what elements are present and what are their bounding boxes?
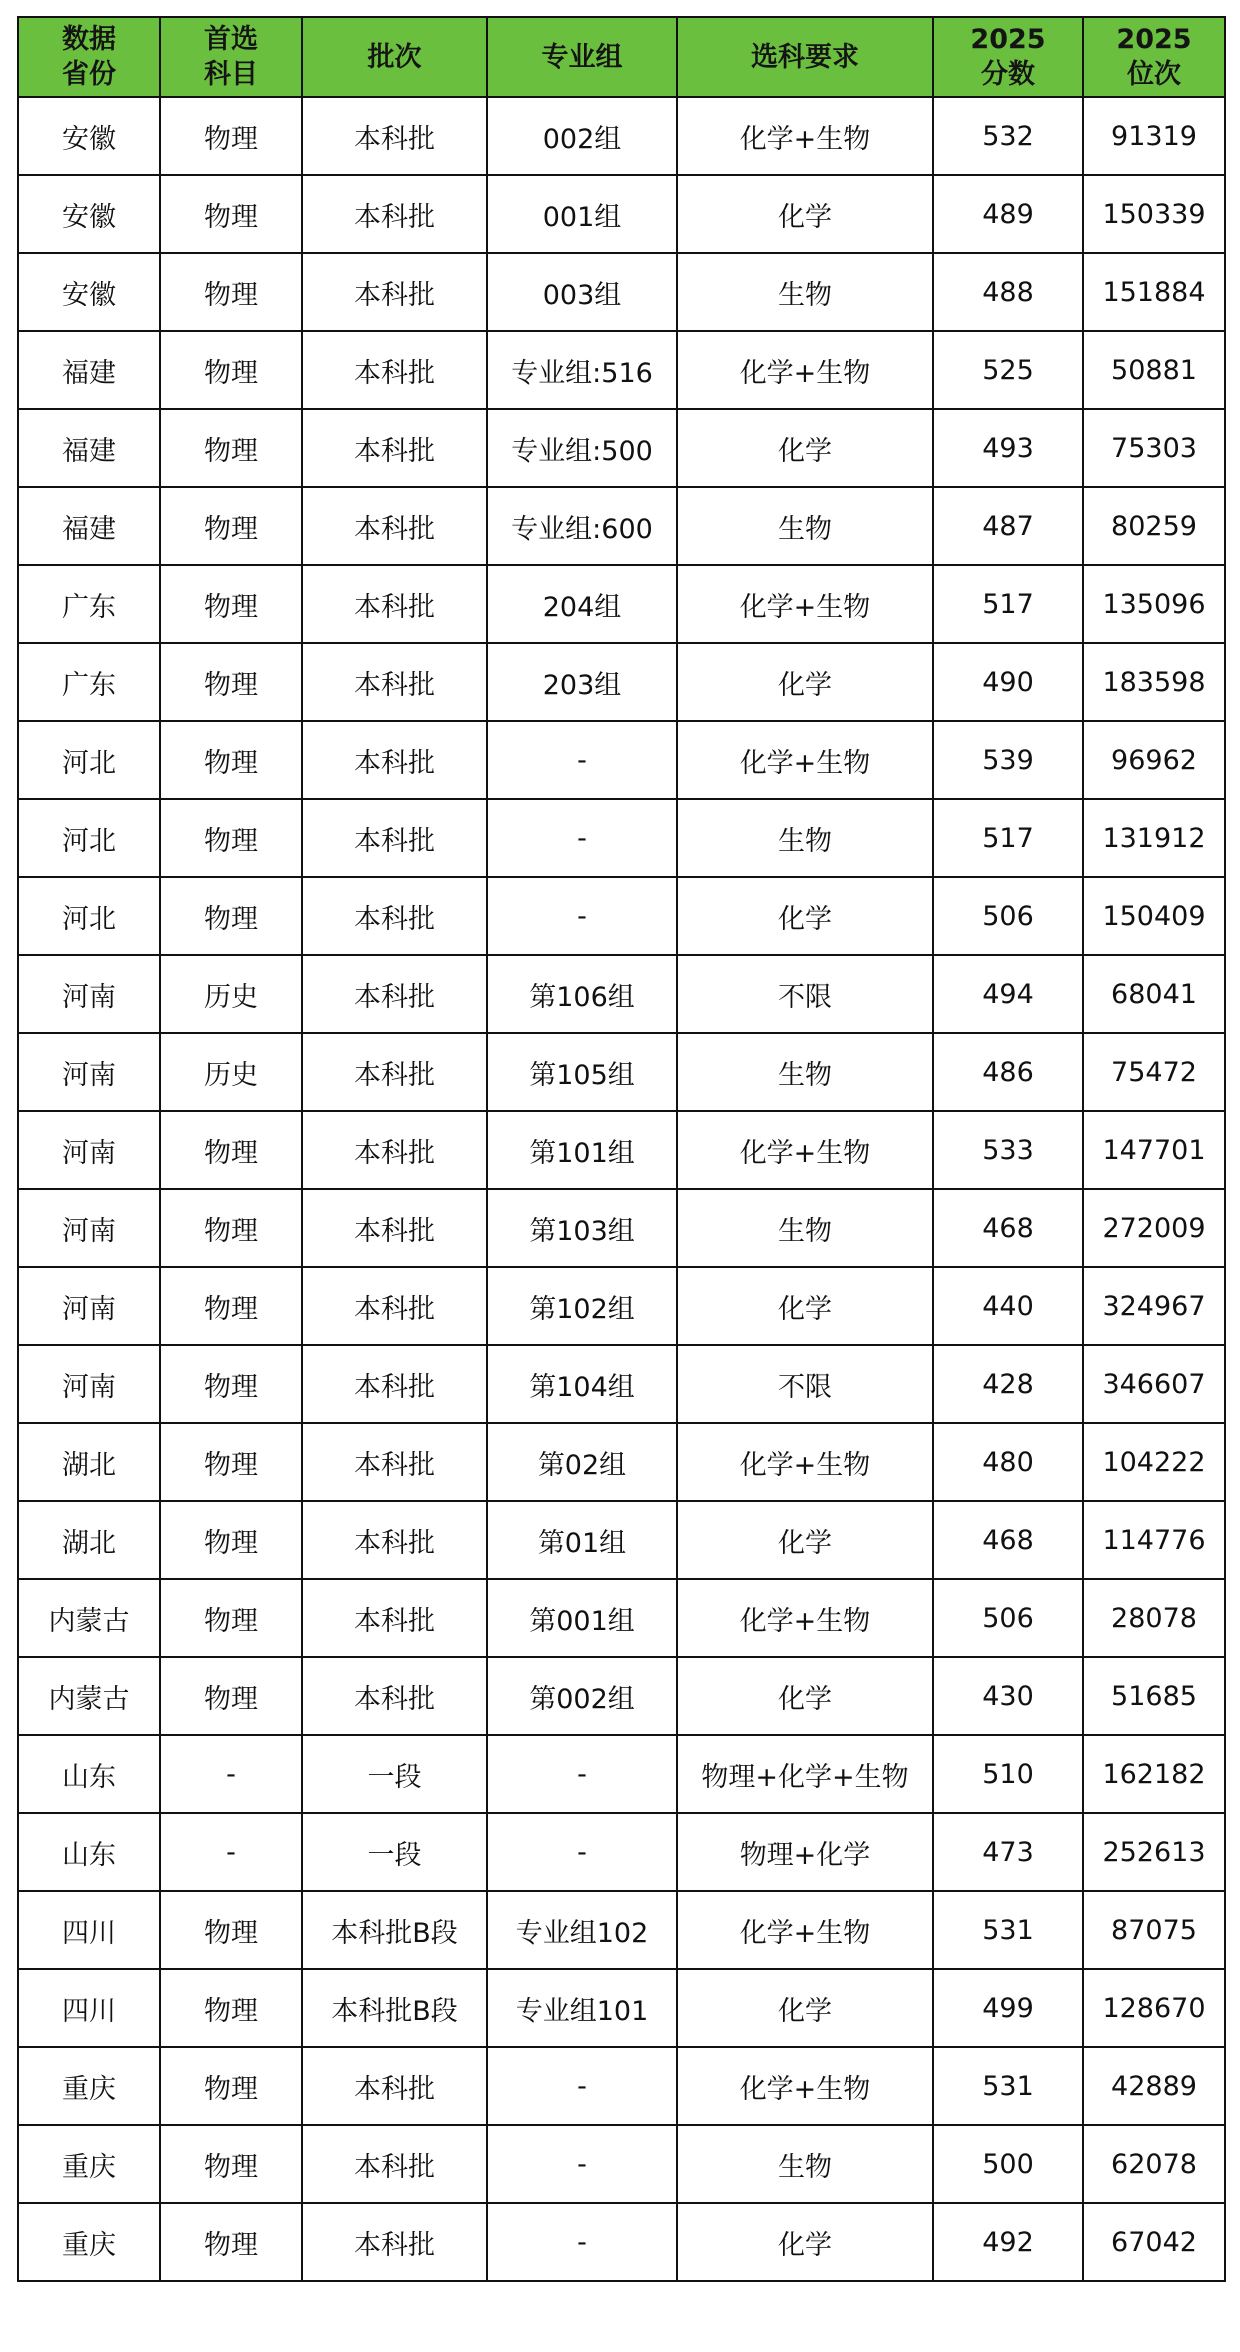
- cell-requirement: 生物: [677, 2125, 933, 2203]
- cell-requirement: 化学+生物: [677, 721, 933, 799]
- cell-rank: 62078: [1083, 2125, 1225, 2203]
- table-row: [18, 1423, 1225, 1501]
- table-row: [18, 799, 1225, 877]
- cell-province: 河南: [18, 1111, 160, 1189]
- cell-rank: 346607: [1083, 1345, 1225, 1423]
- cell-batch: 本科批: [302, 331, 487, 409]
- cell-group: 第104组: [487, 1345, 677, 1423]
- cell-score: 531: [933, 1891, 1083, 1969]
- cell-first-subject: 物理: [160, 409, 302, 487]
- cell-province: 四川: [18, 1891, 160, 1969]
- cell-batch: 本科批: [302, 409, 487, 487]
- cell-first-subject: 物理: [160, 1579, 302, 1657]
- cell-group: -: [487, 877, 677, 955]
- cell-rank: 42889: [1083, 2047, 1225, 2125]
- cell-requirement: 不限: [677, 955, 933, 1033]
- cell-requirement: 生物: [677, 799, 933, 877]
- table-row: [18, 1579, 1225, 1657]
- cell-first-subject: 历史: [160, 1033, 302, 1111]
- cell-requirement: 不限: [677, 1345, 933, 1423]
- header-batch: 批次: [302, 17, 487, 97]
- cell-province: 河北: [18, 799, 160, 877]
- cell-batch: 本科批: [302, 1423, 487, 1501]
- cell-first-subject: 物理: [160, 565, 302, 643]
- cell-requirement: 化学: [677, 643, 933, 721]
- cell-group: 专业组:516: [487, 331, 677, 409]
- cell-score: 533: [933, 1111, 1083, 1189]
- cell-group: -: [487, 2125, 677, 2203]
- cell-province: 广东: [18, 565, 160, 643]
- table-row: [18, 2125, 1225, 2203]
- cell-score: 488: [933, 253, 1083, 331]
- cell-batch: 本科批: [302, 1501, 487, 1579]
- cell-first-subject: 物理: [160, 1657, 302, 1735]
- cell-first-subject: 物理: [160, 799, 302, 877]
- cell-province: 河南: [18, 955, 160, 1033]
- cell-requirement: 化学+生物: [677, 331, 933, 409]
- cell-first-subject: -: [160, 1813, 302, 1891]
- cell-score: 468: [933, 1189, 1083, 1267]
- cell-first-subject: 物理: [160, 721, 302, 799]
- cell-rank: 87075: [1083, 1891, 1225, 1969]
- cell-batch: 本科批: [302, 955, 487, 1033]
- cell-rank: 114776: [1083, 1501, 1225, 1579]
- cell-requirement: 化学: [677, 175, 933, 253]
- cell-rank: 150409: [1083, 877, 1225, 955]
- cell-group: -: [487, 2203, 677, 2281]
- cell-group: -: [487, 799, 677, 877]
- cell-score: 492: [933, 2203, 1083, 2281]
- cell-batch: 本科批B段: [302, 1891, 487, 1969]
- table-row: [18, 565, 1225, 643]
- cell-first-subject: 物理: [160, 1189, 302, 1267]
- cell-group: 专业组102: [487, 1891, 677, 1969]
- cell-score: 525: [933, 331, 1083, 409]
- header-group: 专业组: [487, 17, 677, 97]
- cell-first-subject: 物理: [160, 1501, 302, 1579]
- admission-score-table: [17, 16, 1226, 2282]
- table-row: [18, 1735, 1225, 1813]
- cell-rank: 128670: [1083, 1969, 1225, 2047]
- cell-score: 499: [933, 1969, 1083, 2047]
- cell-score: 510: [933, 1735, 1083, 1813]
- cell-province: 安徽: [18, 175, 160, 253]
- cell-first-subject: 物理: [160, 331, 302, 409]
- cell-first-subject: 物理: [160, 1111, 302, 1189]
- cell-first-subject: 物理: [160, 877, 302, 955]
- cell-requirement: 生物: [677, 253, 933, 331]
- cell-rank: 75472: [1083, 1033, 1225, 1111]
- cell-province: 山东: [18, 1735, 160, 1813]
- cell-batch: 本科批: [302, 721, 487, 799]
- cell-requirement: 化学+生物: [677, 1423, 933, 1501]
- cell-score: 473: [933, 1813, 1083, 1891]
- cell-first-subject: 物理: [160, 1345, 302, 1423]
- cell-rank: 28078: [1083, 1579, 1225, 1657]
- cell-rank: 183598: [1083, 643, 1225, 721]
- header-province-line-2: 省份: [62, 59, 116, 90]
- table-row: [18, 1891, 1225, 1969]
- header-province: [18, 17, 160, 97]
- cell-rank: 91319: [1083, 97, 1225, 175]
- cell-requirement: 化学+生物: [677, 565, 933, 643]
- cell-province: 重庆: [18, 2203, 160, 2281]
- table-row: [18, 409, 1225, 487]
- cell-group: 第01组: [487, 1501, 677, 1579]
- cell-batch: 本科批: [302, 643, 487, 721]
- cell-requirement: 化学+生物: [677, 97, 933, 175]
- cell-batch: 本科批: [302, 2125, 487, 2203]
- cell-score: 480: [933, 1423, 1083, 1501]
- cell-batch: 本科批: [302, 97, 487, 175]
- cell-group: 001组: [487, 175, 677, 253]
- cell-score: 493: [933, 409, 1083, 487]
- cell-batch: 本科批: [302, 877, 487, 955]
- cell-batch: 本科批: [302, 2047, 487, 2125]
- table-row: [18, 1969, 1225, 2047]
- header-first-subject-line-1: 首选: [204, 24, 258, 55]
- table-row: [18, 2203, 1225, 2281]
- cell-group: 003组: [487, 253, 677, 331]
- header-row: [18, 17, 1225, 97]
- cell-province: 河南: [18, 1267, 160, 1345]
- cell-first-subject: 物理: [160, 643, 302, 721]
- cell-batch: 本科批: [302, 2203, 487, 2281]
- header-first-subject: [160, 17, 302, 97]
- cell-province: 内蒙古: [18, 1657, 160, 1735]
- cell-rank: 51685: [1083, 1657, 1225, 1735]
- cell-group: 第001组: [487, 1579, 677, 1657]
- header-score-line-1: 2025: [970, 24, 1046, 55]
- cell-province: 内蒙古: [18, 1579, 160, 1657]
- cell-province: 山东: [18, 1813, 160, 1891]
- cell-batch: 本科批: [302, 1657, 487, 1735]
- cell-requirement: 化学+生物: [677, 1111, 933, 1189]
- cell-province: 重庆: [18, 2047, 160, 2125]
- cell-first-subject: 物理: [160, 2125, 302, 2203]
- cell-score: 517: [933, 799, 1083, 877]
- cell-province: 福建: [18, 331, 160, 409]
- cell-batch: 本科批: [302, 1267, 487, 1345]
- cell-first-subject: 物理: [160, 253, 302, 331]
- cell-batch: 本科批: [302, 799, 487, 877]
- cell-batch: 本科批: [302, 1579, 487, 1657]
- cell-requirement: 化学: [677, 1969, 933, 2047]
- cell-requirement: 化学: [677, 2203, 933, 2281]
- cell-score: 517: [933, 565, 1083, 643]
- cell-requirement: 化学+生物: [677, 1579, 933, 1657]
- cell-batch: 本科批: [302, 1111, 487, 1189]
- cell-rank: 324967: [1083, 1267, 1225, 1345]
- cell-province: 河北: [18, 877, 160, 955]
- header-province-line-1: 数据: [62, 24, 116, 55]
- header-score-line-2: 分数: [981, 59, 1035, 90]
- cell-requirement: 生物: [677, 1189, 933, 1267]
- table-row: [18, 721, 1225, 799]
- cell-group: 第103组: [487, 1189, 677, 1267]
- table-row: [18, 1111, 1225, 1189]
- cell-province: 福建: [18, 409, 160, 487]
- table-row: [18, 1813, 1225, 1891]
- cell-rank: 131912: [1083, 799, 1225, 877]
- cell-requirement: 化学: [677, 1267, 933, 1345]
- cell-group: 第105组: [487, 1033, 677, 1111]
- cell-first-subject: 物理: [160, 1891, 302, 1969]
- cell-province: 广东: [18, 643, 160, 721]
- cell-province: 重庆: [18, 2125, 160, 2203]
- cell-first-subject: 物理: [160, 1423, 302, 1501]
- cell-requirement: 物理+化学: [677, 1813, 933, 1891]
- table-row: [18, 2047, 1225, 2125]
- cell-first-subject: 物理: [160, 2047, 302, 2125]
- cell-requirement: 化学: [677, 1501, 933, 1579]
- cell-rank: 150339: [1083, 175, 1225, 253]
- cell-rank: 151884: [1083, 253, 1225, 331]
- table-row: [18, 331, 1225, 409]
- cell-first-subject: 物理: [160, 1969, 302, 2047]
- cell-score: 490: [933, 643, 1083, 721]
- cell-province: 四川: [18, 1969, 160, 2047]
- cell-score: 506: [933, 1579, 1083, 1657]
- cell-group: 第106组: [487, 955, 677, 1033]
- cell-requirement: 化学+生物: [677, 2047, 933, 2125]
- table-row: [18, 955, 1225, 1033]
- cell-rank: 162182: [1083, 1735, 1225, 1813]
- cell-batch: 本科批: [302, 1345, 487, 1423]
- table-row: [18, 877, 1225, 955]
- cell-score: 428: [933, 1345, 1083, 1423]
- cell-first-subject: 物理: [160, 2203, 302, 2281]
- cell-province: 河南: [18, 1033, 160, 1111]
- cell-first-subject: 物理: [160, 175, 302, 253]
- cell-batch: 本科批: [302, 1189, 487, 1267]
- cell-group: 204组: [487, 565, 677, 643]
- cell-rank: 147701: [1083, 1111, 1225, 1189]
- cell-rank: 75303: [1083, 409, 1225, 487]
- table-row: [18, 1657, 1225, 1735]
- header-rank: [1083, 17, 1225, 97]
- cell-score: 486: [933, 1033, 1083, 1111]
- header-first-subject-line-2: 科目: [204, 59, 258, 90]
- cell-group: 专业组101: [487, 1969, 677, 2047]
- cell-batch: 本科批: [302, 565, 487, 643]
- cell-first-subject: -: [160, 1735, 302, 1813]
- cell-group: 第101组: [487, 1111, 677, 1189]
- cell-score: 500: [933, 2125, 1083, 2203]
- table-row: [18, 253, 1225, 331]
- table-row: [18, 487, 1225, 565]
- cell-batch: 本科批: [302, 175, 487, 253]
- cell-group: 第002组: [487, 1657, 677, 1735]
- cell-group: -: [487, 2047, 677, 2125]
- cell-score: 468: [933, 1501, 1083, 1579]
- header-score: [933, 17, 1083, 97]
- cell-group: -: [487, 1735, 677, 1813]
- table-row: [18, 1189, 1225, 1267]
- cell-requirement: 生物: [677, 1033, 933, 1111]
- cell-province: 福建: [18, 487, 160, 565]
- cell-batch: 一段: [302, 1813, 487, 1891]
- cell-group: 专业组:500: [487, 409, 677, 487]
- table-row: [18, 1033, 1225, 1111]
- cell-rank: 252613: [1083, 1813, 1225, 1891]
- cell-score: 494: [933, 955, 1083, 1033]
- cell-score: 506: [933, 877, 1083, 955]
- cell-rank: 67042: [1083, 2203, 1225, 2281]
- cell-group: -: [487, 1813, 677, 1891]
- cell-batch: 本科批: [302, 487, 487, 565]
- cell-group: 专业组:600: [487, 487, 677, 565]
- header-rank-line-2: 位次: [1127, 59, 1181, 90]
- cell-rank: 272009: [1083, 1189, 1225, 1267]
- table-row: [18, 1267, 1225, 1345]
- cell-score: 532: [933, 97, 1083, 175]
- cell-batch: 本科批B段: [302, 1969, 487, 2047]
- cell-rank: 80259: [1083, 487, 1225, 565]
- cell-province: 河南: [18, 1189, 160, 1267]
- cell-requirement: 物理+化学+生物: [677, 1735, 933, 1813]
- cell-requirement: 生物: [677, 487, 933, 565]
- table-row: [18, 1345, 1225, 1423]
- cell-province: 湖北: [18, 1501, 160, 1579]
- cell-group: -: [487, 721, 677, 799]
- cell-rank: 135096: [1083, 565, 1225, 643]
- table-row: [18, 643, 1225, 721]
- cell-batch: 本科批: [302, 253, 487, 331]
- cell-score: 539: [933, 721, 1083, 799]
- cell-group: 203组: [487, 643, 677, 721]
- header-requirement: 选科要求: [677, 17, 933, 97]
- cell-province: 河南: [18, 1345, 160, 1423]
- cell-group: 第02组: [487, 1423, 677, 1501]
- table-row: [18, 175, 1225, 253]
- cell-rank: 104222: [1083, 1423, 1225, 1501]
- cell-group: 第102组: [487, 1267, 677, 1345]
- cell-rank: 68041: [1083, 955, 1225, 1033]
- cell-requirement: 化学: [677, 1657, 933, 1735]
- cell-first-subject: 物理: [160, 97, 302, 175]
- cell-group: 002组: [487, 97, 677, 175]
- cell-province: 河北: [18, 721, 160, 799]
- cell-first-subject: 物理: [160, 487, 302, 565]
- cell-rank: 50881: [1083, 331, 1225, 409]
- cell-requirement: 化学: [677, 877, 933, 955]
- cell-requirement: 化学+生物: [677, 1891, 933, 1969]
- cell-province: 湖北: [18, 1423, 160, 1501]
- cell-first-subject: 历史: [160, 955, 302, 1033]
- table-row: [18, 1501, 1225, 1579]
- cell-score: 440: [933, 1267, 1083, 1345]
- cell-score: 489: [933, 175, 1083, 253]
- table-row: [18, 97, 1225, 175]
- cell-rank: 96962: [1083, 721, 1225, 799]
- header-rank-line-1: 2025: [1116, 24, 1192, 55]
- cell-batch: 一段: [302, 1735, 487, 1813]
- cell-province: 安徽: [18, 253, 160, 331]
- table-body: [18, 97, 1225, 2281]
- cell-first-subject: 物理: [160, 1267, 302, 1345]
- cell-requirement: 化学: [677, 409, 933, 487]
- cell-batch: 本科批: [302, 1033, 487, 1111]
- cell-score: 487: [933, 487, 1083, 565]
- cell-score: 430: [933, 1657, 1083, 1735]
- cell-score: 531: [933, 2047, 1083, 2125]
- cell-province: 安徽: [18, 97, 160, 175]
